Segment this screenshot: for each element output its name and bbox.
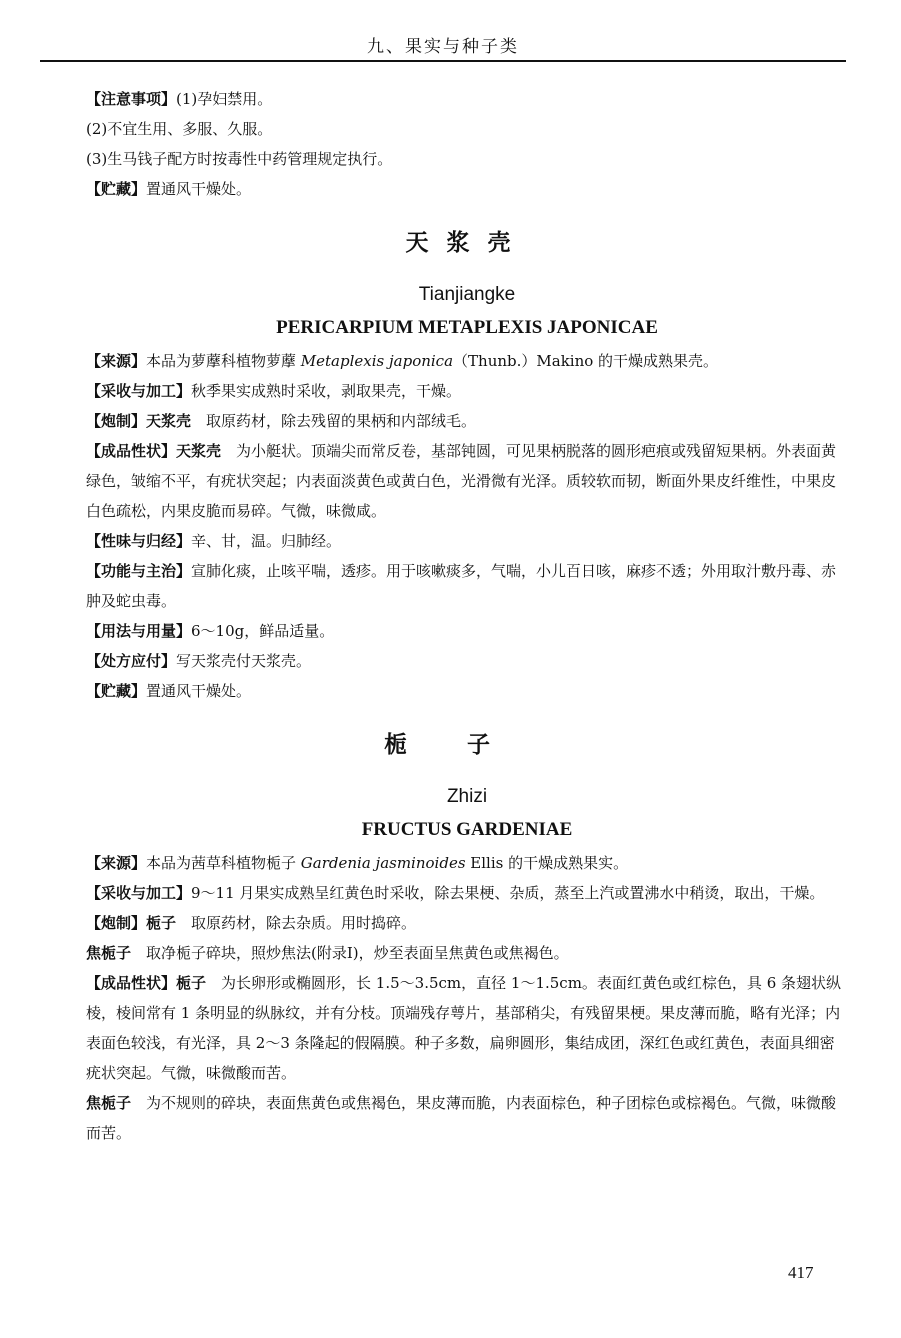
section-label: 【来源】 [86, 352, 147, 370]
section-text: 为不规则的碎块，表面焦黄色或焦褐色，果皮薄而脆，内表面棕色，种子团棕色或棕褐色。气微，味微酸而苦。 [86, 1094, 837, 1142]
item-label: 栀子 [176, 974, 207, 992]
harvest-section [86, 878, 848, 908]
prescription-section [86, 646, 848, 676]
section-text: 6～10g，鲜品适量。 [191, 622, 335, 640]
header-title: 九、果实与种子类 [367, 37, 519, 57]
section-text: 取净栀子碎块，照炒焦法(附录Ⅰ)，炒至表面呈焦黄色或焦褐色。 [131, 944, 569, 962]
section-text: 辛、甘，温。归肺经。 [191, 532, 342, 550]
nature-section [86, 526, 848, 556]
entry-title-cn: 天浆壳 [405, 230, 529, 256]
section-label: 【炮制】 [86, 914, 147, 932]
storage-section [86, 676, 848, 706]
section-label: 【功能与主治】 [86, 562, 192, 580]
section-text: 写天浆壳付天浆壳。 [176, 652, 312, 670]
page-number: 417 [788, 1263, 814, 1282]
characteristics-subsection [86, 1088, 848, 1148]
item-label: 焦栀子 [86, 1094, 132, 1112]
item-label: 天浆壳 [146, 412, 192, 430]
entry-title-latin: FRUCTUS GARDENIAE [361, 819, 573, 840]
section-text: 9～11 月果实成熟呈红黄色时采收，除去果梗、杂质，蒸至上汽或置沸水中稍烫，取出，干燥。 [191, 884, 825, 902]
section-text: (1)孕妇禁用。 [176, 90, 273, 108]
item-label: 栀子 [146, 914, 177, 932]
section-label: 【处方应付】 [86, 652, 177, 670]
section-text: 本品为萝藦科植物萝藦 [146, 352, 301, 370]
caution-line-1 [86, 84, 848, 114]
section-label: 【注意事项】 [86, 90, 177, 108]
storage-line [86, 174, 848, 204]
caution-line-3: (3)生马钱子配方时按毒性中药管理规定执行。 [86, 150, 393, 168]
processing-subsection [86, 938, 848, 968]
item-label: 焦栀子 [86, 944, 132, 962]
section-label: 【贮藏】 [86, 180, 147, 198]
characteristics-section [86, 968, 848, 1088]
processing-section [86, 908, 848, 938]
characteristics-section [86, 436, 848, 526]
section-text: 取原药材，除去杂质。用时捣碎。 [176, 914, 417, 932]
dosage-section [86, 616, 848, 646]
section-label: 【成品性状】 [86, 442, 177, 460]
section-label: 【采收与加工】 [86, 884, 192, 902]
section-text: Ellis 的干燥成熟果实。 [465, 854, 629, 872]
section-text: 置通风干燥处。 [146, 682, 252, 700]
section-text: 秋季果实成熟时采收，剥取果壳，干燥。 [191, 382, 462, 400]
section-label: 【来源】 [86, 854, 147, 872]
section-label: 【成品性状】 [86, 974, 177, 992]
species-name: Metaplexis japonica [300, 352, 454, 370]
function-section [86, 556, 848, 616]
processing-section [86, 406, 848, 436]
entry-title-pinyin: Tianjiangke [418, 284, 516, 305]
section-label: 【用法与用量】 [86, 622, 192, 640]
section-text: 取原药材，除去残留的果柄和内部绒毛。 [191, 412, 477, 430]
section-text: 为小艇状。顶端尖而常反卷，基部钝圆，可见果柄脱落的圆形疤痕或残留短果柄。外表面黄绿色，皱缩不平，有疣状突起；内表面淡黄色或黄白色，光滑微有光泽。质较软而韧，断面外果皮纤维性，中果皮白色疏松，内果皮脆而易碎。气微，味微咸。 [86, 442, 837, 520]
entry-title-pinyin: Zhizi [446, 786, 488, 807]
section-label: 【贮藏】 [86, 682, 147, 700]
harvest-section [86, 376, 848, 406]
section-text: 宣肺化痰，止咳平喘，透疹。用于咳嗽痰多，气喘，小儿百日咳，麻疹不透；外用取汁敷丹毒、赤肿及蛇虫毒。 [86, 562, 837, 610]
section-text: 为长卵形或椭圆形，长 1.5～3.5cm，直径 1～1.5cm。表面红黄色或红棕色，具 6 条翅状纵棱，棱间常有 1 条明显的纵脉纹，并有分枝。顶端残存萼片，基部稍尖，有残留果梗。果皮薄而脆，略有光泽；内表面色较浅，有光泽，具 2～3 条隆起的假隔膜。种子多数，扁卵圆形，集结成团，深红色或红黄色，表面具细密疣状突起。气微，味微酸而苦。 [86, 974, 842, 1082]
source-section [86, 346, 848, 376]
section-text: （Thunb.）Makino 的干燥成熟果壳。 [453, 352, 719, 370]
entry-title-cn: 栀子 [384, 732, 550, 758]
species-name: Gardenia jasminoides [300, 854, 466, 872]
page-body [86, 84, 848, 1148]
caution-line-2: (2)不宜生用、多服、久服。 [86, 120, 273, 138]
source-section [86, 848, 848, 878]
section-label: 【采收与加工】 [86, 382, 192, 400]
running-header [40, 30, 846, 62]
section-label: 【炮制】 [86, 412, 147, 430]
section-label: 【性味与归经】 [86, 532, 192, 550]
item-label: 天浆壳 [176, 442, 222, 460]
section-text: 本品为茜草科植物栀子 [146, 854, 301, 872]
section-text: 置通风干燥处。 [146, 180, 252, 198]
entry-title-latin: PERICARPIUM METAPLEXIS JAPONICAE [276, 317, 658, 338]
